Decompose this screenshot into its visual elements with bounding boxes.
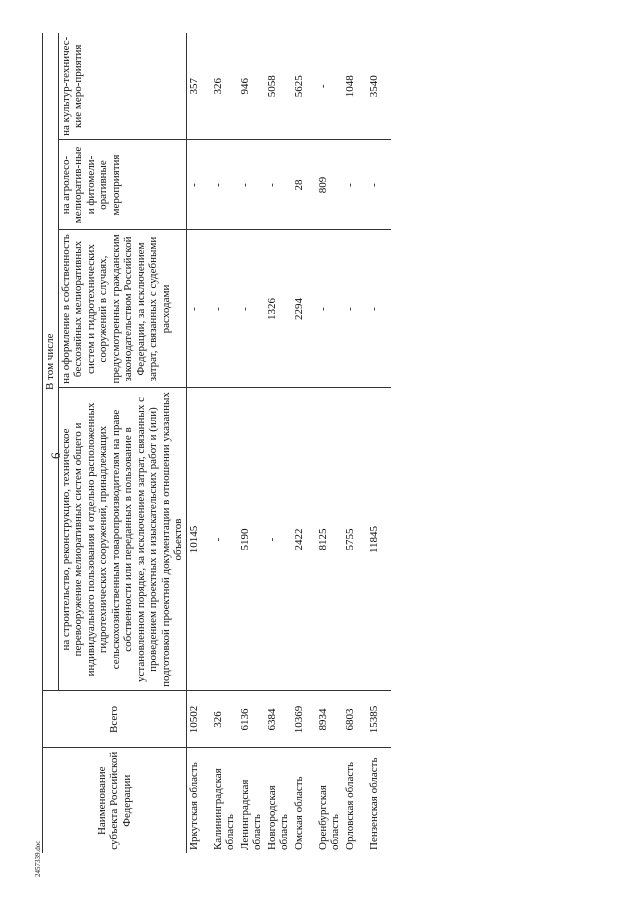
table-row — [186, 33, 211, 853]
table-row — [265, 33, 292, 853]
region-name: Пензенская область — [367, 748, 391, 853]
header-total: Всего — [43, 691, 187, 748]
table-row — [292, 33, 316, 853]
ownership-value: - — [367, 230, 391, 388]
ownership-value: - — [316, 230, 343, 388]
total-value: 8934 — [316, 691, 343, 748]
construction-value: - — [265, 388, 292, 691]
ownership-value: - — [211, 230, 238, 388]
construction-value: 10145 — [186, 388, 211, 691]
region-name: Омская область — [292, 748, 316, 853]
header-agroforestry: на агролесо-мелиоратив-ные и фитомели-оративные мероприятия — [58, 140, 186, 230]
ownership-value: - — [238, 230, 265, 388]
cultural-technical-value: 5625 — [292, 33, 316, 140]
document-id: 2457339.doc — [34, 840, 42, 877]
construction-value: 5190 — [238, 388, 265, 691]
cultural-technical-value: - — [316, 33, 343, 140]
subsidy-table — [42, 33, 391, 853]
agroforestry-value: - — [211, 140, 238, 230]
construction-value: 5755 — [343, 388, 367, 691]
region-name: Калининградская область — [211, 748, 238, 853]
ownership-value: - — [343, 230, 367, 388]
total-value: 10502 — [186, 691, 211, 748]
region-name: Новгородская область — [265, 748, 292, 853]
header-cultural-technical: на культур-техничес-кие меро-приятия — [58, 33, 186, 140]
agroforestry-value: - — [238, 140, 265, 230]
table-row — [343, 33, 367, 853]
table-body — [186, 33, 391, 853]
ownership-value: 2294 — [292, 230, 316, 388]
region-name: Орловская область — [343, 748, 367, 853]
construction-value: - — [211, 388, 238, 691]
total-value: 6803 — [343, 691, 367, 748]
region-name: Ленинградская область — [238, 748, 265, 853]
total-value: 6384 — [265, 691, 292, 748]
cultural-technical-value: 326 — [211, 33, 238, 140]
cultural-technical-value: 1048 — [343, 33, 367, 140]
table-row — [211, 33, 238, 853]
header-construction: на строительство, реконструкцию, техническое перевооружение мелиоративных систем общего и индивидуального пользования и отдельно расположенных гидротехнических сооружений, принадлежащих сельскохозяйственным товаропроизводителям на праве собственности или переданных в пользование в установленном порядке, за исключением затрат, связанных с проведением проектных и изыскательских работ и (или) подготовкой проектной документации в отношении указанных объектов — [58, 388, 186, 691]
ownership-value: - — [186, 230, 211, 388]
cultural-technical-value: 946 — [238, 33, 265, 140]
table-row — [367, 33, 391, 853]
cultural-technical-value: 357 — [186, 33, 211, 140]
cultural-technical-value: 3540 — [367, 33, 391, 140]
cultural-technical-value: 5058 — [265, 33, 292, 140]
total-value: 15385 — [367, 691, 391, 748]
agroforestry-value: 809 — [316, 140, 343, 230]
total-value: 6136 — [238, 691, 265, 748]
region-name: Иркутская область — [186, 748, 211, 853]
header-region-name: Наименование субъекта Российской Федерации — [43, 748, 187, 853]
agroforestry-value: - — [343, 140, 367, 230]
table-row — [316, 33, 343, 853]
table-row — [238, 33, 265, 853]
agroforestry-value: - — [265, 140, 292, 230]
ownership-value: 1326 — [265, 230, 292, 388]
total-value: 10369 — [292, 691, 316, 748]
region-name: Оренбургская область — [316, 748, 343, 853]
table-header — [43, 33, 187, 853]
total-value: 326 — [211, 691, 238, 748]
construction-value: 2422 — [292, 388, 316, 691]
agroforestry-value: - — [367, 140, 391, 230]
construction-value: 11845 — [367, 388, 391, 691]
construction-value: 8125 — [316, 388, 343, 691]
header-ownership: на оформление в собственность бесхозяйных мелиоративных систем и гидротехнических сооружений в случаях, предусмотренных гражданским законодательством Российской Федерации, за исключением затрат, связанных с судебными расходами — [58, 230, 186, 388]
header-group: В том числе — [43, 33, 59, 691]
agroforestry-value: 28 — [292, 140, 316, 230]
agroforestry-value: - — [186, 140, 211, 230]
page-number: 6 — [48, 452, 63, 459]
